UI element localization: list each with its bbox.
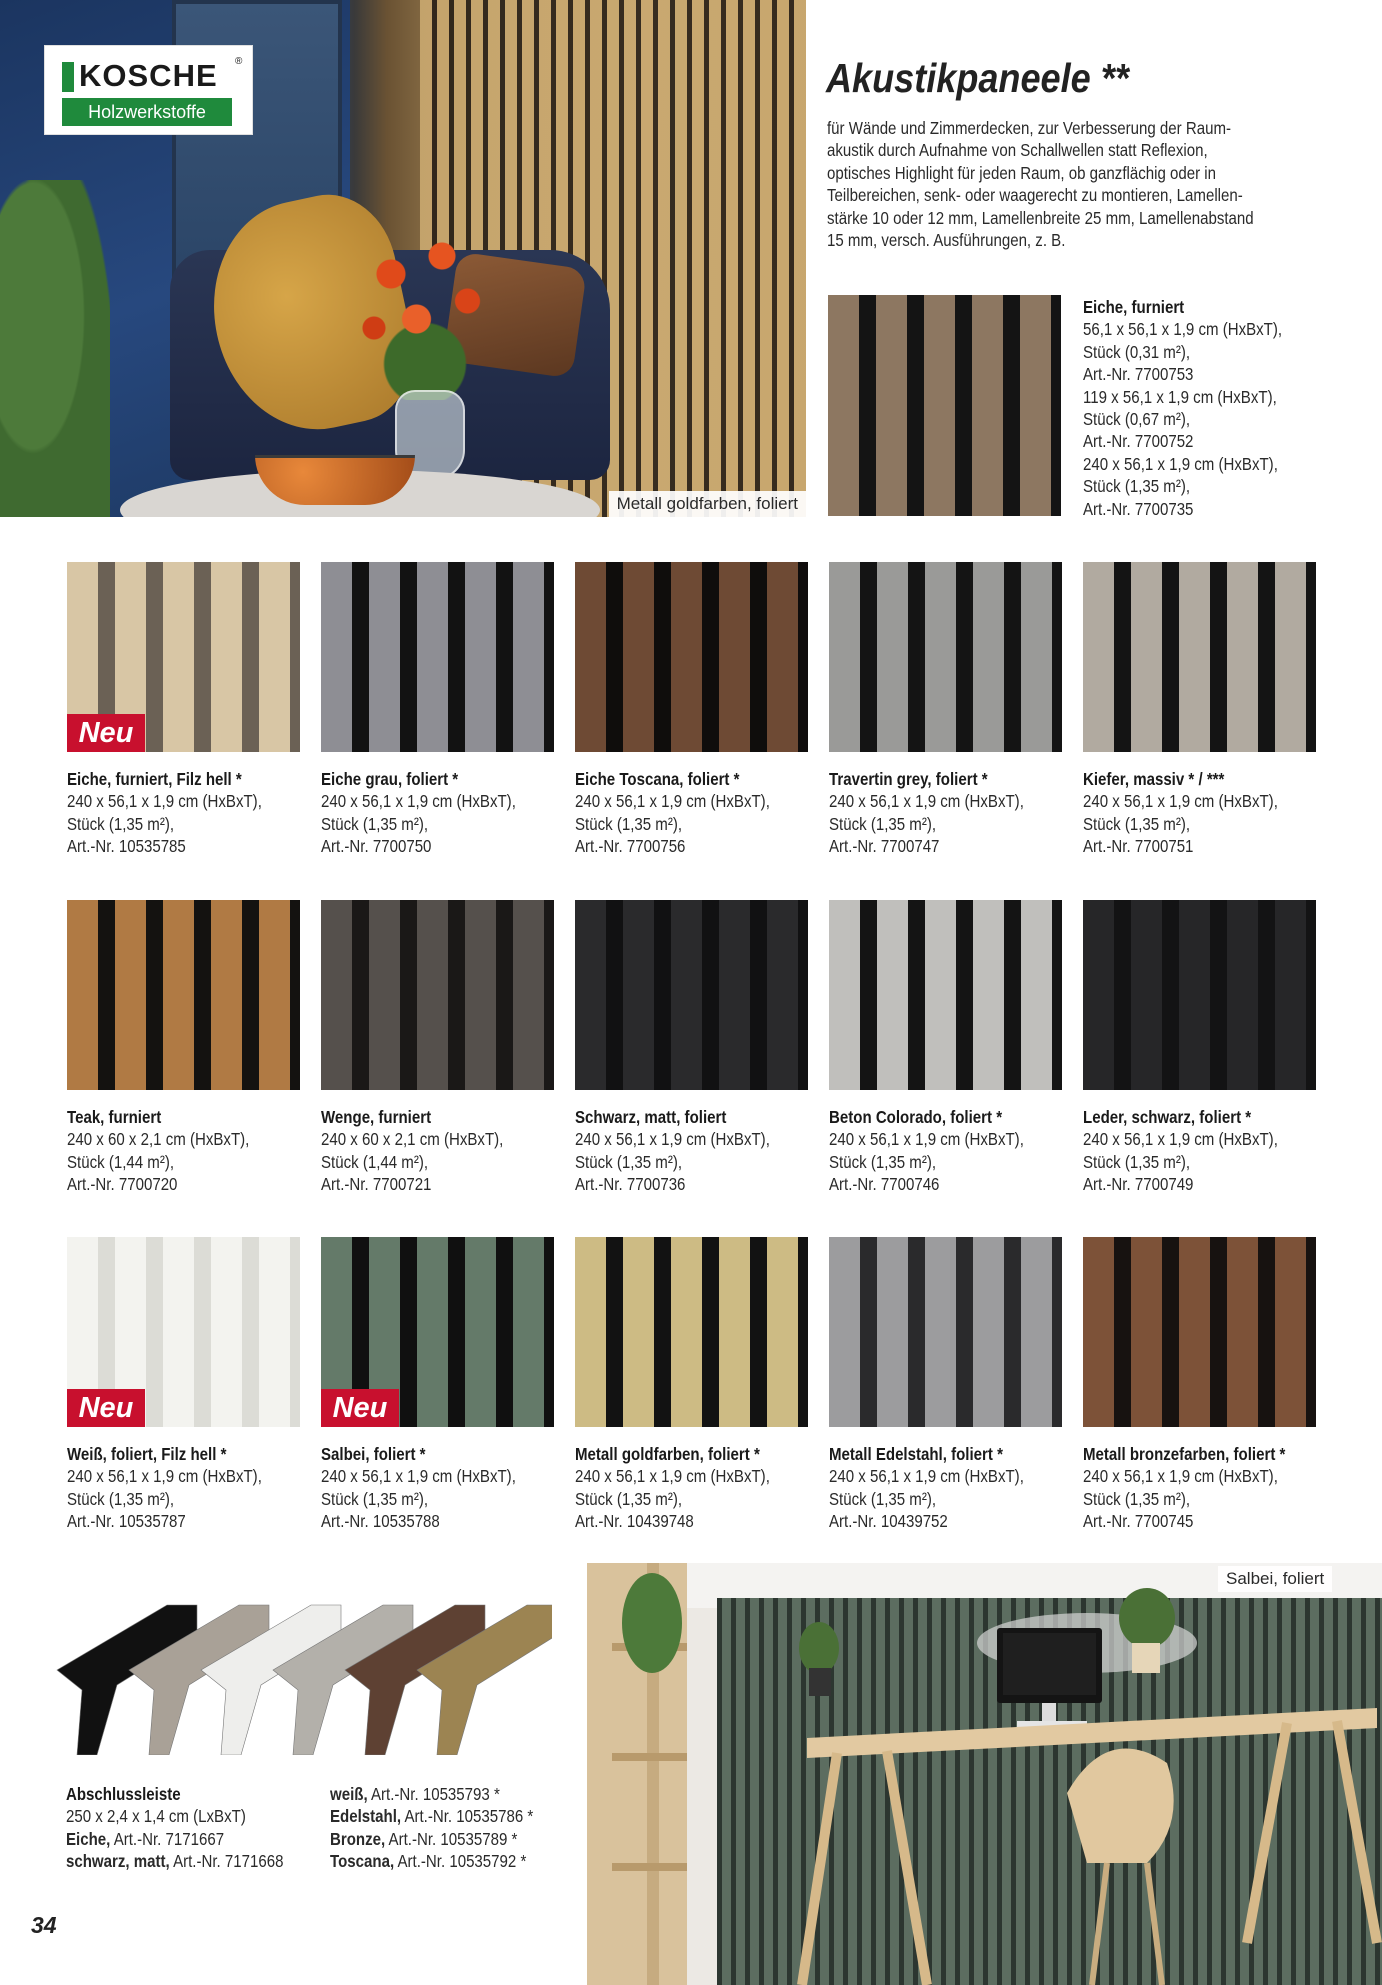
trim-right-text <box>330 1783 571 1873</box>
product-art-nr: Art.-Nr. 10439752 <box>829 1511 948 1532</box>
product-info <box>67 1443 308 1533</box>
product-title: Salbei, foliert * <box>321 1444 426 1464</box>
product-title: Eiche grau, foliert * <box>321 769 459 789</box>
product-title: Eiche, furniert <box>1083 297 1185 317</box>
product-size: 240 x 56,1 x 1,9 cm (HxBxT), <box>1083 791 1278 812</box>
product-title: Weiß, foliert, Filz hell * <box>67 1444 227 1464</box>
product-piece: Stück (1,35 m²), <box>321 813 429 834</box>
trim-item-art-nr: Art.-Nr. 10535793 * <box>367 1784 500 1804</box>
featured-detail-line: Stück (0,31 m²), <box>1083 341 1191 362</box>
product-size: 240 x 56,1 x 1,9 cm (HxBxT), <box>829 1129 1024 1150</box>
product-piece: Stück (1,35 m²), <box>829 1151 937 1172</box>
product-swatch <box>1083 900 1316 1090</box>
product-size: 240 x 56,1 x 1,9 cm (HxBxT), <box>1083 1129 1278 1150</box>
featured-detail-line: 119 x 56,1 x 1,9 cm (HxBxT), <box>1083 386 1277 407</box>
product-piece: Stück (1,44 m²), <box>67 1151 175 1172</box>
hero-caption: Metall goldfarben, foliert <box>609 491 806 517</box>
product-swatch <box>829 562 1062 752</box>
product-piece: Stück (1,44 m²), <box>321 1151 429 1172</box>
product-size: 240 x 56,1 x 1,9 cm (HxBxT), <box>321 1466 516 1487</box>
product-size: 240 x 56,1 x 1,9 cm (HxBxT), <box>67 1466 262 1487</box>
product-swatch <box>321 900 554 1090</box>
product-title: Metall Edelstahl, foliert * <box>829 1444 1003 1464</box>
product-info <box>321 1443 562 1533</box>
trim-item-art-nr: Art.-Nr. 7171667 <box>110 1828 225 1849</box>
product-piece: Stück (1,35 m²), <box>829 1488 937 1509</box>
product-swatch <box>829 1237 1062 1427</box>
product-title: Eiche Toscana, foliert * <box>575 769 740 789</box>
product-title: Schwarz, matt, foliert <box>575 1107 727 1127</box>
trim-item-art-nr: Art.-Nr. 10535789 * <box>385 1828 518 1849</box>
intro-line: 15 mm, versch. Ausführungen, z. B. <box>827 230 1066 251</box>
product-info <box>829 768 1070 858</box>
product-info <box>829 1106 1070 1196</box>
featured-detail-line: Art.-Nr. 7700753 <box>1083 364 1194 385</box>
hero-fruit-bowl <box>255 455 415 505</box>
product-piece: Stück (1,35 m²), <box>1083 1151 1191 1172</box>
trim-item-name: schwarz, matt, <box>66 1851 170 1872</box>
product-swatch <box>1083 562 1316 752</box>
product-size: 240 x 56,1 x 1,9 cm (HxBxT), <box>1083 1466 1278 1487</box>
trim-item <box>330 1805 571 1827</box>
product-art-nr: Art.-Nr. 7700720 <box>67 1174 178 1195</box>
product-swatch <box>67 562 300 752</box>
product-size: 240 x 56,1 x 1,9 cm (HxBxT), <box>67 791 262 812</box>
brand-name: KOSCHE <box>79 58 218 93</box>
product-swatch <box>67 900 300 1090</box>
trim-item-name: Edelstahl, <box>330 1806 402 1827</box>
trim-item-art-nr: Art.-Nr. 10535786 * <box>401 1806 534 1827</box>
featured-detail-line: Stück (0,67 m²), <box>1083 409 1191 430</box>
product-title: Metall bronzefarben, foliert * <box>1083 1444 1286 1464</box>
product-size: 240 x 56,1 x 1,9 cm (HxBxT), <box>575 1466 770 1487</box>
product-art-nr: Art.-Nr. 10535787 <box>67 1511 186 1532</box>
swatch-eiche-furniert <box>828 295 1061 516</box>
product-size: 240 x 56,1 x 1,9 cm (HxBxT), <box>321 791 516 812</box>
product-title: Beton Colorado, foliert * <box>829 1107 1003 1127</box>
trim-item-art-nr: Art.-Nr. 10535792 * <box>394 1851 527 1872</box>
featured-detail-line: 240 x 56,1 x 1,9 cm (HxBxT), <box>1083 453 1278 474</box>
trim-item <box>66 1850 307 1872</box>
product-title: Travertin grey, foliert * <box>829 769 988 789</box>
product-title: Kiefer, massiv * / *** <box>1083 769 1225 789</box>
intro-line: für Wände und Zimmerdecken, zur Verbesserung der Raum- <box>827 118 1232 138</box>
page-number: 34 <box>31 1912 57 1938</box>
trim-size: 250 x 2,4 x 1,4 cm (LxBxT) <box>66 1806 246 1827</box>
product-art-nr: Art.-Nr. 7700756 <box>575 836 686 857</box>
product-size: 240 x 56,1 x 1,9 cm (HxBxT), <box>575 791 770 812</box>
neu-badge: Neu <box>321 1389 399 1427</box>
product-swatch <box>575 562 808 752</box>
product-info <box>829 1443 1070 1533</box>
product-title: Wenge, furniert <box>321 1107 432 1127</box>
trim-title: Abschlussleiste <box>66 1784 181 1804</box>
product-swatch <box>575 900 808 1090</box>
product-swatch <box>321 562 554 752</box>
product-swatch <box>575 1237 808 1427</box>
trim-item <box>66 1828 307 1850</box>
product-size: 240 x 56,1 x 1,9 cm (HxBxT), <box>829 1466 1024 1487</box>
product-art-nr: Art.-Nr. 7700745 <box>1083 1511 1194 1532</box>
office-image <box>587 1563 1382 1985</box>
intro-line: akustik durch Aufnahme von Schallwellen statt Reflexion, <box>827 140 1208 161</box>
trim-item-art-nr: Art.-Nr. 7171668 <box>169 1851 284 1872</box>
product-size: 240 x 56,1 x 1,9 cm (HxBxT), <box>829 791 1024 812</box>
office-caption: Salbei, foliert <box>1218 1566 1332 1592</box>
product-size: 240 x 56,1 x 1,9 cm (HxBxT), <box>575 1129 770 1150</box>
product-art-nr: Art.-Nr. 7700747 <box>829 836 940 857</box>
page-title: Akustikpaneele ** <box>826 55 1129 101</box>
trim-left-text <box>66 1783 307 1873</box>
intro-line: optisches Highlight für jeden Raum, ob ganzflächig oder in <box>827 162 1217 183</box>
trim-item-name: weiß, <box>330 1784 368 1804</box>
product-piece: Stück (1,35 m²), <box>321 1488 429 1509</box>
product-piece: Stück (1,35 m²), <box>67 813 175 834</box>
trim-item-name: Toscana, <box>330 1851 395 1872</box>
product-piece: Stück (1,35 m²), <box>575 1488 683 1509</box>
product-art-nr: Art.-Nr. 7700751 <box>1083 836 1194 857</box>
trim-item <box>330 1828 571 1850</box>
hero-plant <box>0 180 110 517</box>
product-size: 240 x 60 x 2,1 cm (HxBxT), <box>321 1129 504 1150</box>
product-art-nr: Art.-Nr. 7700736 <box>575 1174 686 1195</box>
product-info <box>575 768 816 858</box>
product-piece: Stück (1,35 m²), <box>1083 813 1191 834</box>
trim-item <box>330 1850 571 1872</box>
featured-detail-line: Stück (1,35 m²), <box>1083 476 1191 497</box>
product-info <box>67 768 308 858</box>
brand-logo <box>44 45 253 135</box>
product-info <box>321 768 562 858</box>
product-piece: Stück (1,35 m²), <box>1083 1488 1191 1509</box>
product-swatch <box>829 900 1062 1090</box>
featured-detail-line: Art.-Nr. 7700752 <box>1083 431 1194 452</box>
product-piece: Stück (1,35 m²), <box>575 813 683 834</box>
product-title: Metall goldfarben, foliert * <box>575 1444 760 1464</box>
registered-mark: ® <box>235 56 243 67</box>
product-piece: Stück (1,35 m²), <box>67 1488 175 1509</box>
intro-text <box>827 117 1343 251</box>
trim-profiles-image <box>52 1585 552 1755</box>
product-size: 240 x 60 x 2,1 cm (HxBxT), <box>67 1129 250 1150</box>
intro-line: stärke 10 oder 12 mm, Lamellenbreite 25 mm, Lamellenabstand <box>827 207 1254 228</box>
product-info <box>575 1106 816 1196</box>
product-swatch <box>1083 1237 1316 1427</box>
product-art-nr: Art.-Nr. 7700749 <box>1083 1174 1194 1195</box>
trim-item-name: Bronze, <box>330 1828 386 1849</box>
product-info <box>67 1106 308 1196</box>
featured-detail-line: 56,1 x 56,1 x 1,9 cm (HxBxT), <box>1083 319 1283 340</box>
product-info <box>321 1106 562 1196</box>
product-swatch <box>321 1237 554 1427</box>
intro-line: Teilbereichen, senk- oder waagerecht zu montieren, Lamellen- <box>827 185 1243 206</box>
product-piece: Stück (1,35 m²), <box>829 813 937 834</box>
trim-item-name: Eiche, <box>66 1828 111 1849</box>
neu-badge: Neu <box>67 1389 145 1427</box>
hero-flowers <box>340 220 510 400</box>
product-swatch <box>67 1237 300 1427</box>
neu-badge: Neu <box>67 714 145 752</box>
product-title: Eiche, furniert, Filz hell * <box>67 769 242 789</box>
logo-mark <box>62 62 74 92</box>
product-info <box>1083 768 1324 858</box>
product-title: Leder, schwarz, foliert * <box>1083 1107 1252 1127</box>
trim-item <box>330 1783 571 1805</box>
product-info <box>1083 1443 1324 1533</box>
product-art-nr: Art.-Nr. 10439748 <box>575 1511 694 1532</box>
product-title: Teak, furniert <box>67 1107 162 1127</box>
brand-subtitle: Holzwerkstoffe <box>62 98 232 126</box>
product-art-nr: Art.-Nr. 7700750 <box>321 836 432 857</box>
product-piece: Stück (1,35 m²), <box>575 1151 683 1172</box>
product-art-nr: Art.-Nr. 10535788 <box>321 1511 440 1532</box>
featured-product-text <box>1083 296 1324 520</box>
product-art-nr: Art.-Nr. 7700746 <box>829 1174 940 1195</box>
product-art-nr: Art.-Nr. 7700721 <box>321 1174 432 1195</box>
product-info <box>575 1443 816 1533</box>
featured-detail-line: Art.-Nr. 7700735 <box>1083 498 1194 519</box>
product-info <box>1083 1106 1324 1196</box>
product-art-nr: Art.-Nr. 10535785 <box>67 836 186 857</box>
